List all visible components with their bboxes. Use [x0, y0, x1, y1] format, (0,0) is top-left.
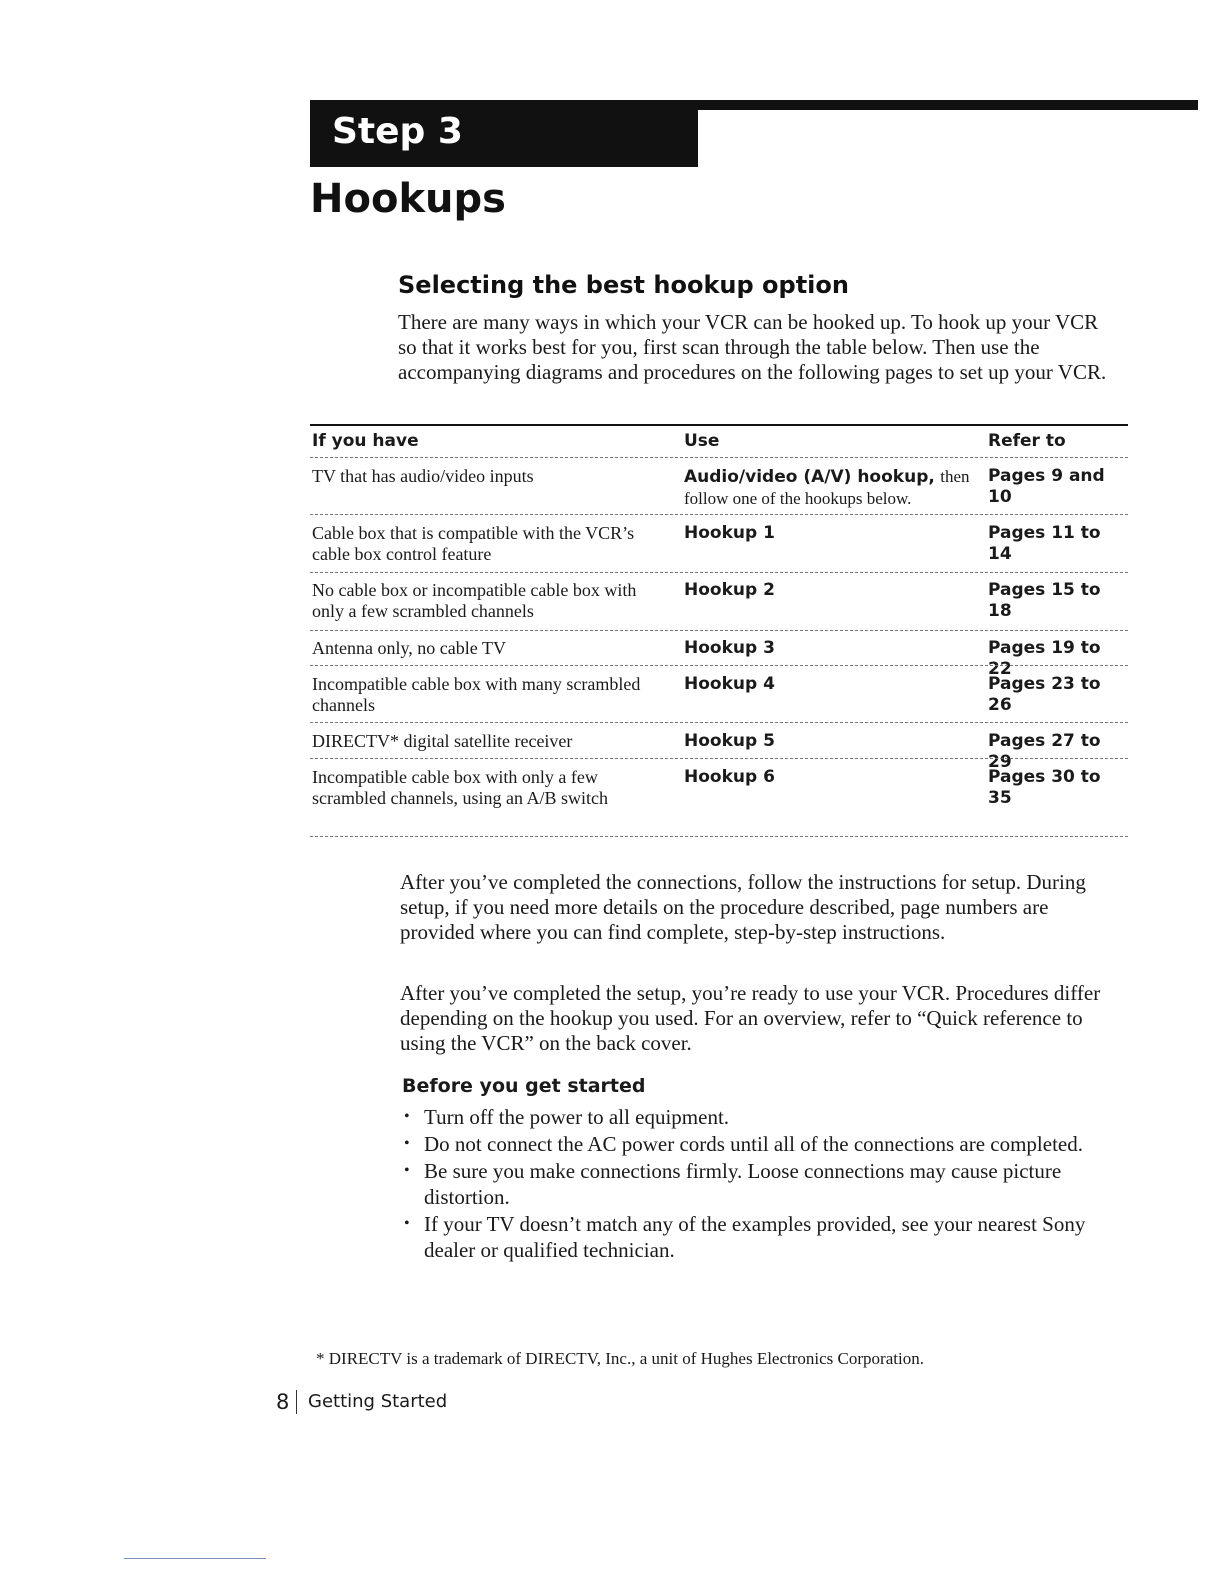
bullet-icon: • — [404, 1215, 410, 1232]
cell-if-you-have: Incompatible cable box with many scrambled channels — [312, 674, 641, 715]
list-item — [402, 1104, 1122, 1130]
row-separator — [310, 630, 1128, 631]
cell-if-you-have: Incompatible cable box with only a few scrambled channels, using an A/B switch — [312, 767, 608, 808]
after-paragraph-2: After you’ve completed the setup, you’re ready to use your VCR. Procedures differ depending on the hookup you used. For an overview, refer to “Quick reference to using the VCR” on the back cover. — [400, 981, 1101, 1055]
header-refer-to: Refer to — [988, 431, 1066, 451]
row-separator — [310, 758, 1128, 759]
before-heading: Before you get started — [402, 1075, 646, 1097]
list-item-text: Turn off the power to all equipment. — [424, 1105, 730, 1129]
footer-section-title: Getting Started — [308, 1391, 448, 1412]
cell-refer-to: Pages 27 to 29 — [988, 731, 1101, 772]
row-separator — [310, 457, 1128, 458]
row-separator — [310, 722, 1128, 723]
top-rule — [698, 100, 1198, 110]
cell-use-label: Audio/video (A/V) hookup, — [684, 467, 935, 487]
bullet-icon: • — [404, 1135, 410, 1152]
cell-use: Hookup 6 — [684, 767, 775, 787]
list-item — [402, 1158, 1122, 1210]
cell-if-you-have: Antenna only, no cable TV — [312, 638, 506, 658]
row-separator — [310, 572, 1128, 573]
page-title: Hookups — [310, 176, 506, 222]
cell-if-you-have: Cable box that is compatible with the VCR’s cable box control feature — [312, 523, 635, 564]
cell-if-you-have: No cable box or incompatible cable box with only a few scrambled channels — [312, 580, 637, 621]
cell-use: Hookup 4 — [684, 674, 775, 694]
cell-refer-to: Pages 19 to 22 — [988, 638, 1101, 679]
page-number: 8 — [276, 1390, 290, 1414]
cell-refer-to: Pages 23 to 26 — [988, 674, 1101, 715]
after-paragraph-1: After you’ve completed the connections, follow the instructions for setup. During setup, if you need more details on the procedure described, page numbers are provided where you can find complete, step-by-step instructions. — [400, 870, 1086, 944]
cell-if-you-have: DIRECTV* digital satellite receiver — [312, 731, 573, 751]
header-if-you-have: If you have — [312, 431, 419, 451]
cell-use — [684, 466, 984, 510]
list-item — [402, 1131, 1122, 1157]
bullet-icon: • — [404, 1108, 410, 1125]
header-use: Use — [684, 431, 720, 451]
cell-use-note: then follow one of the hookups below. — [684, 467, 970, 508]
section-heading: Selecting the best hookup option — [398, 271, 849, 299]
cell-refer-to: Pages 15 to 18 — [988, 580, 1101, 621]
footnote: * DIRECTV is a trademark of DIRECTV, Inc., a unit of Hughes Electronics Corporation. — [316, 1349, 924, 1368]
cell-use: Hookup 3 — [684, 638, 775, 658]
footer-divider — [296, 1390, 297, 1414]
cell-use: Hookup 5 — [684, 731, 775, 751]
cell-refer-to: Pages 30 to 35 — [988, 767, 1101, 808]
list-item — [402, 1211, 1122, 1263]
list-item-text: Do not connect the AC power cords until all of the connections are completed. — [424, 1132, 1083, 1156]
list-item-text: If your TV doesn’t match any of the examples provided, see your nearest Sony dealer or qualified technician. — [424, 1212, 1086, 1262]
before-list — [402, 1104, 1122, 1264]
cell-refer-to: Pages 11 to 14 — [988, 523, 1101, 564]
row-separator — [310, 665, 1128, 666]
bullet-icon: • — [404, 1162, 410, 1179]
table-top-rule — [310, 424, 1128, 426]
cell-use: Hookup 1 — [684, 523, 775, 543]
list-item-text: Be sure you make connections firmly. Loose connections may cause picture distortion. — [424, 1159, 1062, 1209]
table-header — [310, 428, 1128, 454]
cell-if-you-have: TV that has audio/video inputs — [312, 466, 534, 486]
cell-refer-to: Pages 9 and 10 — [988, 466, 1105, 507]
row-separator — [310, 514, 1128, 515]
bottom-mark — [124, 1558, 266, 1559]
table-bottom-rule — [310, 836, 1128, 837]
step-label: Step 3 — [332, 111, 463, 152]
cell-use: Hookup 2 — [684, 580, 775, 600]
intro-paragraph: There are many ways in which your VCR can be hooked up. To hook up your VCR so that it works best for you, first scan through the table below. Then use the accompanying diagrams and procedures on the following pages to set up your VCR. — [398, 310, 1107, 384]
